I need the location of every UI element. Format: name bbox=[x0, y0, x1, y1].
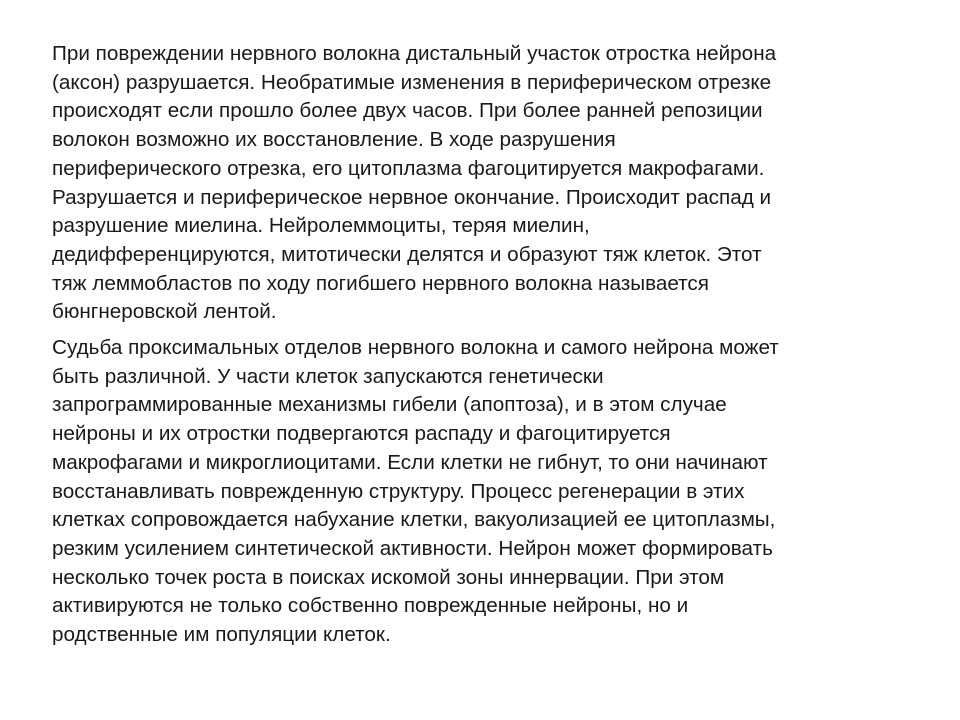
paragraph-axon-degeneration: При повреждении нервного волокна дистальный участок отростка нейрона (аксон) разрушается. Необратимые изменения в периферическом отрезке происходят если прошло более двух часов. При более ранней репозиции волокон возможно их восстановление. В ходе разрушения периферического отрезка, его цитоплазма фагоцитируется макрофагами. Разрушается и периферическое нервное окончание. Происходит распад и разрушение миелина. Нейролеммоциты, теряя миелин, дедифференцируются, митотически делятся и образуют тяж клеток. Этот тяж леммобластов по ходу погибшего нервного волокна называется бюнгнеровской лентой. bbox=[52, 42, 777, 324]
paragraph-proximal-fate: Судьба проксимальных отделов нервного волокна и самого нейрона может быть различной. У части клеток запускаются генетически запрограммированные механизмы гибели (апоптоза), и в этом случае нейроны и их отростки подвергаются распаду и фагоцитируется макрофагами и микроглиоцитами. Если клетки не гибнут, то они начинают восстанавливать поврежденную структуру. Процесс регенерации в этих клетках сопровождается набухание клетки, вакуолизацией ее цитоплазмы, резким усилением синтетической активности. Нейрон может формировать несколько точек роста в поисках искомой зоны иннервации. При этом активируются не только собственно поврежденные нейроны, но и родственные им популяции клеток. bbox=[52, 336, 779, 647]
slide-body-text bbox=[52, 40, 898, 650]
